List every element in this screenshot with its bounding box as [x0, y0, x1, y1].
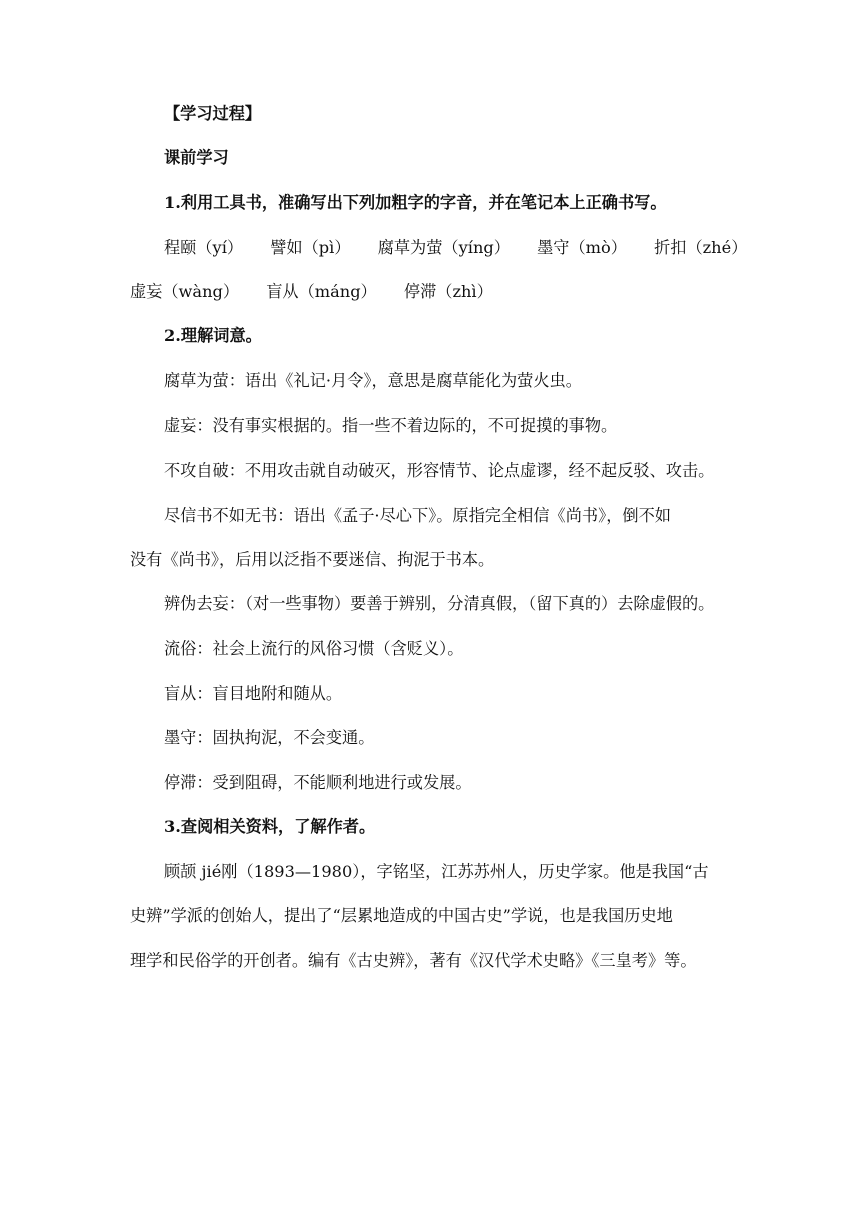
definition-item: 尽信书不如无书：语出《孟子·尽心下》。原指完全相信《尚书》，倒不如 [164, 506, 671, 525]
pinyin-item: 譬如（pì） [270, 238, 351, 257]
pinyin-item: 折扣（zhé） [654, 238, 748, 257]
pinyin-item: 停滞（zhì） [403, 282, 493, 301]
definition-item: 不攻自破：不用攻击就自动破灭，形容情节、论点虚谬，经不起反驳、攻击。 [164, 461, 715, 480]
definition-item: 虚妄：没有事实根据的。指一些不着边际的，不可捉摸的事物。 [164, 416, 618, 435]
definition-item: 流俗：社会上流行的风俗习惯（含贬义）。 [164, 639, 464, 658]
definition-item: 腐草为萤：语出《礼记·月令》，意思是腐草能化为萤火虫。 [164, 371, 582, 390]
subheading: 课前学习 [164, 148, 229, 167]
pinyin-item: 盲从（máng） [266, 282, 377, 301]
task3-title: 3.查阅相关资料，了解作者。 [164, 817, 376, 836]
definition-item: 墨守：固执拘泥，不会变通。 [164, 728, 375, 747]
definition-item: 辨伪去妄：（对一些事物）要善于辨别，分清真假，（留下真的）去除虚假的。 [164, 594, 715, 613]
task1-title: 1.利用工具书，准确写出下列加粗字的字音，并在笔记本上正确书写。 [164, 193, 667, 212]
pinyin-item: 腐草为萤（yíng） [377, 238, 510, 257]
author-paragraph-line: 顾颉 jié刚（1893—1980），字铭坚，江苏苏州人，历史学家。他是我国“古 [164, 862, 709, 881]
definition-item-continued: 没有《尚书》，后用以泛指不要迷信、拘泥于书本。 [130, 550, 495, 569]
pinyin-row-2 [130, 280, 740, 304]
pinyin-row-1 [130, 236, 748, 260]
task2-title: 2.理解词意。 [164, 326, 262, 345]
definition-item: 停滞：受到阻碍，不能顺利地进行或发展。 [164, 773, 472, 792]
section-header: 【学习过程】 [164, 104, 262, 123]
pinyin-item: 墨守（mò） [537, 238, 627, 257]
pinyin-item: 程颐（yí） [164, 238, 244, 257]
definition-item: 盲从：盲目地附和随从。 [164, 684, 343, 703]
author-paragraph-line: 史辨”学派的创始人，提出了“层累地造成的中国古史”学说，也是我国历史地 [130, 906, 673, 925]
author-paragraph-line: 理学和民俗学的开创者。编有《古史辨》，著有《汉代学术史略》《三皇考》等。 [130, 951, 697, 970]
pinyin-item: 虚妄（wàng） [130, 282, 240, 301]
